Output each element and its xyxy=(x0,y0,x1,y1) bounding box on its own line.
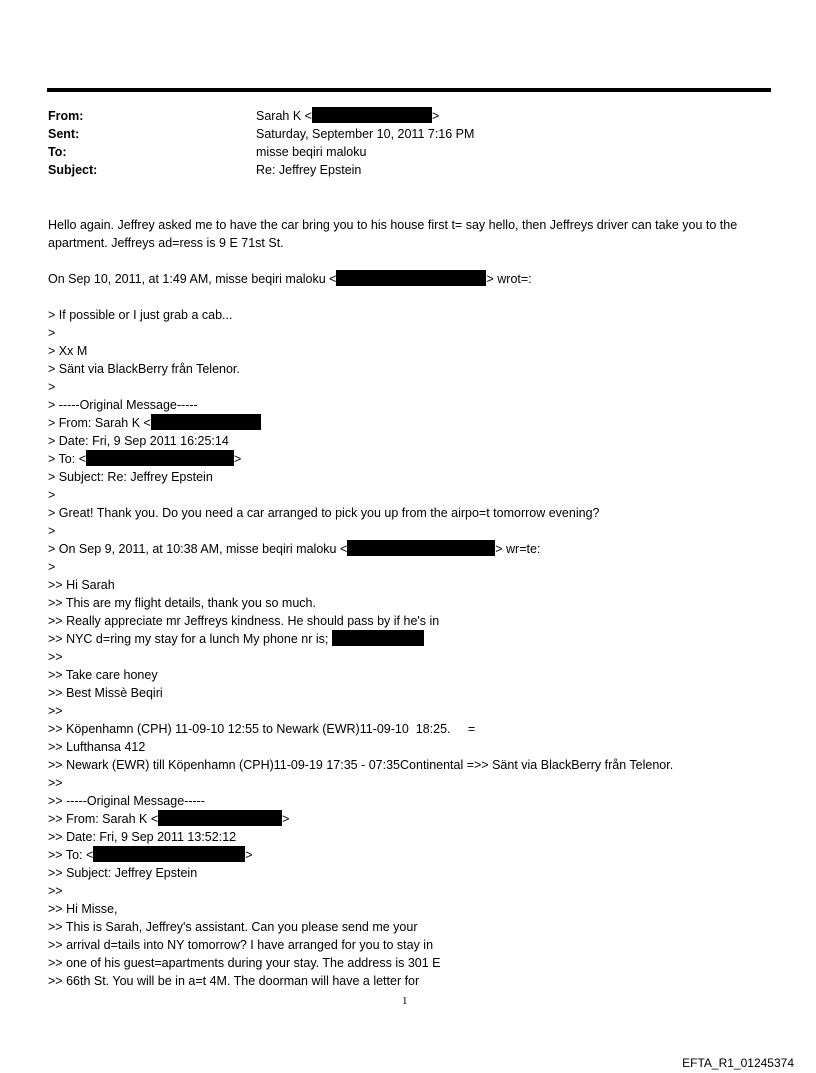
from-name: Sarah K < xyxy=(256,109,312,123)
quote-line: >> Hi Sarah xyxy=(48,578,115,592)
quote-line: >> This is Sarah, Jeffrey's assistant. Can you please send me your xyxy=(48,920,418,934)
from-value xyxy=(256,107,439,125)
redaction-box xyxy=(151,414,261,430)
quote-to-post: > xyxy=(234,452,242,466)
quote-line: >> Date: Fri, 9 Sep 2011 13:52:12 xyxy=(48,830,237,844)
quote-line: > Subject: Re: Jeffrey Epstein xyxy=(48,470,213,484)
document-id: EFTA_R1_01245374 xyxy=(682,1056,794,1070)
quote-line: >> -----Original Message----- xyxy=(48,794,205,808)
page-number: 1 xyxy=(402,995,408,1007)
quote-line: >> Hi Misse, xyxy=(48,902,118,916)
quote-line: >> This are my flight details, thank you so much. xyxy=(48,596,316,610)
redaction-box xyxy=(347,540,495,556)
redaction-box xyxy=(158,810,282,826)
quote-line: >> Newark (EWR) till Köpenhamn (CPH)11-09-19 17:35 - 07:35Continental =>> Sänt via BlackBerry från Telenor. xyxy=(48,758,674,772)
quote-to-pre: >> To: < xyxy=(48,848,94,862)
sent-value: Saturday, September 10, 2011 7:16 PM xyxy=(256,127,475,141)
quote-line: > xyxy=(48,488,56,502)
from-close: > xyxy=(431,109,440,123)
quote-to-line xyxy=(48,846,778,864)
redaction-box xyxy=(86,450,234,466)
redaction-box xyxy=(312,107,432,123)
quote-to-pre: > To: < xyxy=(48,452,86,466)
subject-label: Subject: xyxy=(48,163,98,177)
quote-line: >> xyxy=(48,776,63,790)
quote-phone-line xyxy=(48,630,778,648)
from-label: From: xyxy=(48,109,84,123)
quoted-thread xyxy=(48,270,778,990)
quote-line: > Date: Fri, 9 Sep 2011 16:25:14 xyxy=(48,434,229,448)
quote-line: >> Best Missè Beqiri xyxy=(48,686,163,700)
redaction-box xyxy=(336,270,486,286)
quote-on-line xyxy=(48,540,778,558)
quote-line: > xyxy=(48,326,56,340)
on-wrote-post: > wrot=: xyxy=(486,272,532,286)
redaction-box xyxy=(332,630,424,646)
redaction-box xyxy=(93,846,245,862)
quote-line: >> xyxy=(48,650,63,664)
subject-value: Re: Jeffrey Epstein xyxy=(256,163,362,177)
quote-to-line xyxy=(48,450,778,468)
quote-phone-pre: >> NYC d=ring my stay for a lunch My phone nr is; xyxy=(48,632,332,646)
blank-line xyxy=(48,288,778,306)
quote-line: > -----Original Message----- xyxy=(48,398,198,412)
quote-line: >> Take care honey xyxy=(48,668,158,682)
quote-line: > xyxy=(48,560,56,574)
on-wrote-pre: On Sep 10, 2011, at 1:49 AM, misse beqiri maloku < xyxy=(48,272,337,286)
quote-line: >> xyxy=(48,884,63,898)
email-body xyxy=(48,216,778,252)
quote-line: >> Lufthansa 412 xyxy=(48,740,146,754)
quote-line: >> xyxy=(48,704,63,718)
quote-line: > xyxy=(48,380,56,394)
quote-line: >> Subject: Jeffrey Epstein xyxy=(48,866,198,880)
quote-from-line xyxy=(48,810,778,828)
header-rule xyxy=(47,88,771,92)
quote-from-post: > xyxy=(282,812,290,826)
on-wrote-line xyxy=(48,270,778,288)
intro-paragraph: Hello again. Jeffrey asked me to have the car bring you to his house first t= say hello, then Jeffreys driver can take you to the apartment. Jeffreys ad=ress is 9 E 71st St. xyxy=(48,218,738,250)
quote-line: >> Köpenhamn (CPH) 11-09-10 12:55 to Newark (EWR)11-09-10 18:25. = xyxy=(48,722,476,736)
quote-from-pre: > From: Sarah K < xyxy=(48,416,151,430)
quote-line: >> arrival d=tails into NY tomorrow? I have arranged for you to stay in xyxy=(48,938,434,952)
quote-line: > If possible or I just grab a cab... xyxy=(48,308,233,322)
quote-on-pre: > On Sep 9, 2011, at 10:38 AM, misse beqiri maloku < xyxy=(48,542,348,556)
quote-to-post: > xyxy=(245,848,253,862)
quote-line: >> 66th St. You will be in a=t 4M. The doorman will have a letter for xyxy=(48,974,420,988)
quote-from-line xyxy=(48,414,778,432)
to-label: To: xyxy=(48,145,67,159)
sent-label: Sent: xyxy=(48,127,80,141)
quote-line: > Xx M xyxy=(48,344,88,358)
quote-on-post: > wr=te: xyxy=(495,542,541,556)
quote-line: >> one of his guest=apartments during your stay. The address is 301 E xyxy=(48,956,441,970)
quote-from-pre: >> From: Sarah K < xyxy=(48,812,159,826)
quote-line: > xyxy=(48,524,56,538)
quote-line: > Sänt via BlackBerry från Telenor. xyxy=(48,362,240,376)
to-value: misse beqiri maloku xyxy=(256,145,367,159)
quote-line: > Great! Thank you. Do you need a car arranged to pick you up from the airpo=t tomorrow evening? xyxy=(48,506,600,520)
quote-line: >> Really appreciate mr Jeffreys kindness. He should pass by if he's in xyxy=(48,614,440,628)
